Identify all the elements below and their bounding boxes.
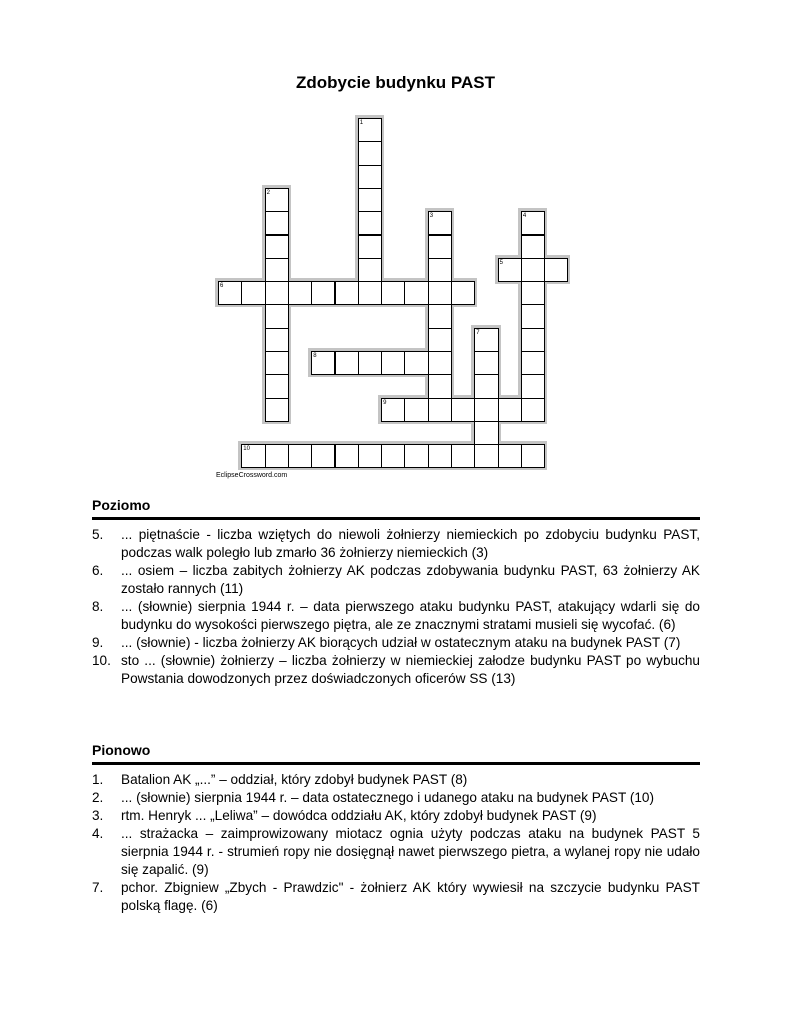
crossword-cell[interactable] [428, 351, 452, 375]
crossword-cell[interactable] [358, 351, 382, 375]
crossword-cell[interactable] [474, 444, 498, 468]
crossword-cell[interactable] [544, 258, 568, 282]
clue-text: ... osiem – liczba zabitych żołnierzy AK podczas zdobywania budynku PAST, 63 żołnierzy AK zostało rannych (11) [121, 563, 700, 596]
across-clue [92, 652, 700, 688]
across-heading: Poziomo [92, 497, 151, 513]
crossword-cell[interactable] [358, 281, 382, 305]
clue-text: pchor. Zbigniew „Zbych - Prawdzic" - żołnierz AK który wywiesił na szczycie budynku PAST polską flagę. (6) [121, 880, 700, 913]
crossword-cell[interactable] [265, 258, 289, 282]
cell-number: 7 [476, 329, 480, 336]
clue-number: 6. [92, 563, 104, 578]
crossword-cell[interactable] [358, 211, 382, 235]
crossword-cell[interactable] [381, 351, 405, 375]
crossword-cell[interactable] [451, 444, 475, 468]
clue-number: 3. [92, 808, 104, 823]
crossword-cell[interactable] [358, 258, 382, 282]
crossword-cell[interactable] [521, 328, 545, 352]
crossword-cell[interactable] [404, 444, 428, 468]
crossword-cell[interactable] [428, 328, 452, 352]
across-clue [92, 634, 700, 652]
crossword-cell[interactable] [428, 281, 452, 305]
crossword-cell[interactable] [265, 444, 289, 468]
crossword-cell[interactable] [265, 281, 289, 305]
crossword-cell[interactable] [404, 351, 428, 375]
clue-text: ... (słownie) sierpnia 1944 r. – data ostatecznego i udanego ataku na budynek PAST (10) [121, 790, 655, 805]
crossword-cell[interactable] [521, 444, 545, 468]
clue-text: ... (słownie) - liczba żołnierzy AK biorących udział w ostatecznym ataku na budynek PAST (7) [121, 635, 681, 650]
clue-number: 7. [92, 880, 104, 895]
crossword-cell[interactable] [381, 444, 405, 468]
down-rule [92, 762, 700, 765]
crossword-cell[interactable] [288, 444, 312, 468]
crossword-cell[interactable] [428, 374, 452, 398]
cell-number: 2 [266, 189, 270, 196]
credit-text: EclipseCrossword.com [216, 472, 288, 479]
clue-number: 8. [92, 599, 104, 614]
clue-number: 9. [92, 635, 104, 650]
cell-number: 8 [313, 353, 317, 359]
clue-number: 1. [92, 772, 104, 787]
crossword-cell[interactable] [521, 281, 545, 305]
crossword-cell[interactable] [265, 304, 289, 328]
cell-number: 6 [220, 283, 224, 290]
crossword-cell[interactable] [335, 281, 359, 305]
down-clue-list [92, 771, 700, 915]
crossword-cell[interactable] [241, 281, 265, 305]
crossword-cell[interactable] [358, 235, 382, 259]
crossword-cell[interactable] [265, 328, 289, 352]
clue-number: 2. [92, 790, 104, 805]
crossword-cell[interactable] [451, 281, 475, 305]
crossword-cell[interactable] [428, 304, 452, 328]
clue-number: 10. [92, 653, 111, 668]
crossword-cell[interactable] [288, 281, 312, 305]
clue-text: Batalion AK „...” – oddział, który zdobył budynek PAST (8) [121, 772, 468, 787]
cell-number: 10 [243, 446, 250, 453]
crossword-cell[interactable] [335, 351, 359, 375]
crossword-cell[interactable] [358, 141, 382, 165]
crossword-cell[interactable] [404, 281, 428, 305]
cell-number: 9 [383, 399, 387, 406]
crossword-cell[interactable] [474, 421, 498, 445]
crossword-cell[interactable] [265, 374, 289, 398]
cell-number: 5 [499, 259, 503, 266]
across-clue [92, 598, 700, 634]
crossword-cell[interactable] [265, 398, 289, 422]
crossword-cell[interactable] [428, 235, 452, 259]
clue-text: ... (słownie) sierpnia 1944 r. – data pierwszego ataku budynku PAST, atakujący wdarli się do budynku do wysokości pierwszego piętra, ale ze znacznymi stratami musieli się wycofać. (6) [121, 599, 700, 632]
crossword-cell[interactable] [451, 398, 475, 422]
crossword-cell[interactable] [428, 398, 452, 422]
across-clue [92, 562, 700, 598]
across-clue [92, 526, 700, 562]
crossword-cell[interactable] [521, 304, 545, 328]
cell-number: 4 [522, 213, 527, 220]
crossword-cell[interactable] [311, 281, 335, 305]
crossword-cell[interactable] [521, 235, 545, 259]
cell-number: 1 [359, 120, 364, 126]
crossword-cell[interactable] [521, 398, 545, 422]
clue-text: ... strażacka – zaimprowizowany miotacz ognia użyty podczas ataku na budynek PAST 5 sierpnia 1944 r. - strumień ropy nie dosięgnął nawet pierwszego pietra, a wylanej ropy nie udało się zapalić. (9) [121, 826, 700, 877]
down-clue [92, 825, 700, 879]
crossword-cell[interactable] [498, 444, 522, 468]
clue-text: ... piętnaście - liczba wziętych do niewoli żołnierzy niemieckich po zdobyciu budynku PAST, podczas walk poległo lub zmarło 36 żołnierzy niemieckich (3) [121, 527, 700, 560]
cell-number: 3 [429, 213, 434, 220]
crossword-cell[interactable] [404, 398, 428, 422]
page-title: Zdobycie budynku PAST [296, 73, 495, 92]
clue-text: sto ... (słownie) żołnierzy – liczba żołnierzy w niemieckiej załodze budynku PAST po wybuchu Powstania dowodzonych przez doświadczonych oficerów SS (13) [121, 653, 700, 686]
across-rule [92, 517, 700, 520]
crossword-cell[interactable] [474, 398, 498, 422]
clue-number: 5. [92, 527, 104, 542]
across-clue-list [92, 526, 700, 688]
crossword-cell[interactable] [265, 351, 289, 375]
down-clue [92, 771, 700, 789]
crossword-cell[interactable] [358, 444, 382, 468]
crossword-cell[interactable] [265, 211, 289, 235]
crossword-cell[interactable] [381, 281, 405, 305]
crossword-cell[interactable] [521, 374, 545, 398]
crossword-cell[interactable] [335, 444, 359, 468]
crossword-cell[interactable] [498, 398, 522, 422]
clue-number: 4. [92, 826, 104, 841]
crossword-cell[interactable] [265, 235, 289, 259]
down-clue [92, 807, 700, 825]
crossword-cell[interactable] [474, 351, 498, 375]
crossword-cell[interactable] [428, 444, 452, 468]
clue-text: rtm. Henryk ... „Leliwa” – dowódca oddziału AK, który zdobył budynek PAST (9) [121, 808, 597, 823]
crossword-cell[interactable] [358, 188, 382, 212]
down-clue [92, 879, 700, 915]
crossword-cell[interactable] [311, 444, 335, 468]
crossword-cell[interactable] [474, 374, 498, 398]
crossword-cell[interactable] [428, 258, 452, 282]
down-clue [92, 789, 700, 807]
crossword-cell[interactable] [521, 351, 545, 375]
crossword-cell[interactable] [521, 258, 545, 282]
down-heading: Pionowo [92, 742, 151, 758]
crossword-cell[interactable] [358, 165, 382, 189]
